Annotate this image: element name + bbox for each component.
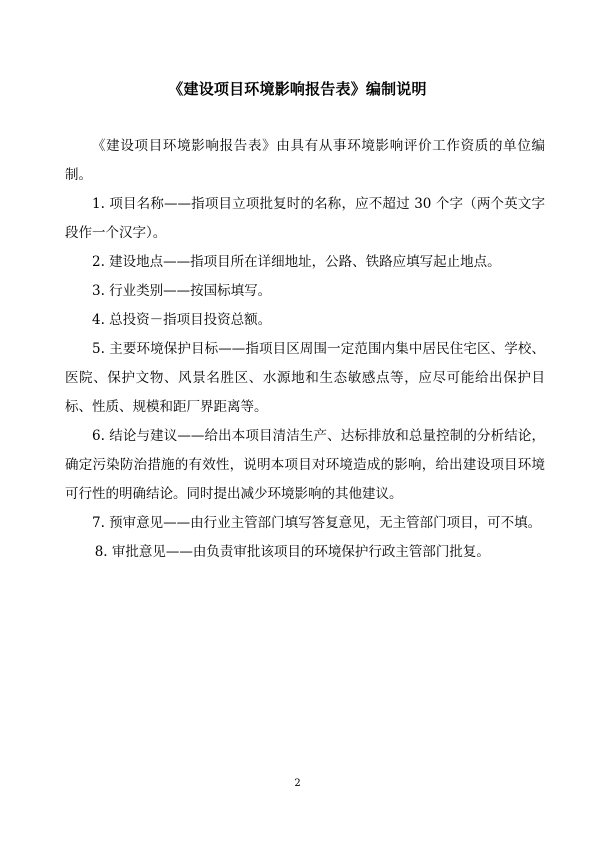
page-number: 2 — [294, 778, 301, 789]
paragraph-item-5: 5. 主要环境保护目标——指项目区周围一定范围内集中居民住宅区、学校、医院、保护文物、风景名胜区、水源地和生态敏感点等，应尽可能给出保护目标、性质、规模和距厂界距离等。 — [65, 341, 545, 415]
document-title: 《建设项目环境影响报告表》编制说明 — [168, 80, 427, 98]
paragraph-item-8: 8. 审批意见——由负责审批该项目的环境保护行政主管部门批复。 — [94, 544, 490, 560]
paragraph-item-4: 4. 总投资－指项目投资总额。 — [92, 312, 272, 328]
document-body — [65, 132, 545, 567]
paragraph-intro: 《建设项目环境影响报告表》由具有从事环境影响评价工作资质的单位编制。 — [65, 138, 545, 183]
paragraph-item-3: 3. 行业类别——按国标填写。 — [92, 283, 272, 299]
paragraph-item-2: 2. 建设地点——指项目所在详细地址，公路、铁路应填写起止地点。 — [92, 254, 501, 270]
paragraph-item-1: 1. 项目名称——指项目立项批复时的名称，应不超过 30 个字（两个英文字段作一个汉字）。 — [65, 196, 545, 241]
paragraph-item-7: 7. 预审意见——由行业主管部门填写答复意见，无主管部门项目，可不填。 — [92, 515, 542, 531]
paragraph-item-6: 6. 结论与建议——给出本项目清洁生产、达标排放和总量控制的分析结论，确定污染防治措施的有效性，说明本项目对环境造成的影响，给出建设项目环境可行性的明确结论。同时提出减少环境影响的其他建议。 — [65, 428, 545, 502]
